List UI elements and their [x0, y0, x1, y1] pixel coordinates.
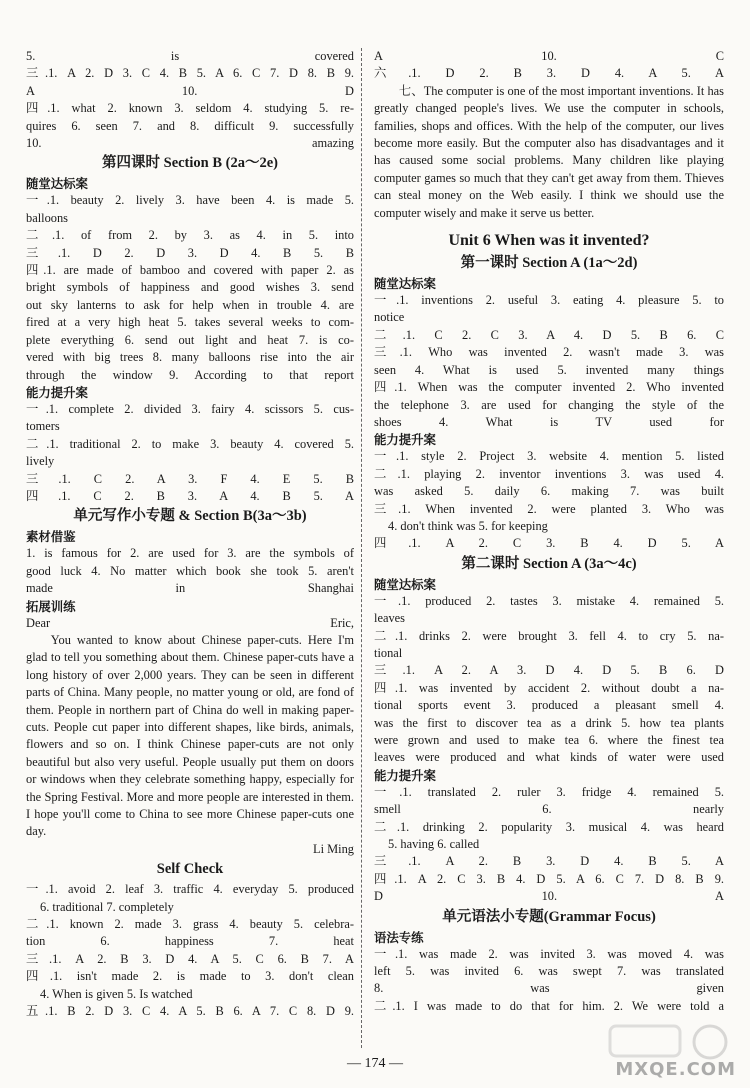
answer-line: the telephone 3. are used for changing the style of the	[374, 397, 724, 412]
answer-line: made in Shanghai	[26, 581, 354, 596]
answer-line: 三.1. D 2. D 3. D 4. B 5. B	[26, 245, 354, 260]
answer-line: 一.1. translated 2. ruler 3. fridge 4. remained 5.	[374, 784, 724, 799]
subsection-label: 随堂达标案	[374, 276, 436, 292]
answer-line: 四.1. A 2. C 3. B 4. D 5. A	[374, 536, 724, 551]
answer-line: was the first to discover tea as a drink 5. how tea plants	[374, 715, 724, 730]
answer-line: A 10. D	[26, 83, 354, 98]
subsection-label: 语法专练	[374, 929, 424, 945]
answer-line: 二.1. I was made to do that for him. 2. We were told a	[374, 998, 724, 1013]
column-divider	[361, 48, 362, 1048]
answer-line: 一.1. was made 2. was invited 3. was moved 4. was	[374, 946, 724, 961]
subsection-label: 能力提升案	[374, 767, 436, 783]
answer-line: shoes 4. What is TV used for	[374, 414, 724, 429]
answer-line: were grown and used to make tea 6. where the finest tea	[374, 733, 724, 747]
answer-line: out sky lanterns to ask for help when in trouble 4. are	[26, 297, 354, 312]
answer-line: 三.1. A 2. B 3. D 4. A 5. C 6. B 7. A	[26, 951, 354, 966]
answer-line: 二.1. of from 2. by 3. as 4. in 5. into	[26, 228, 354, 243]
subsection-label: 能力提升案	[26, 384, 88, 400]
subsection-label: 素材借鉴	[26, 529, 76, 545]
answer-line: plete everything 6. send out light and heat 7. is co-	[26, 332, 354, 347]
answer-line: seen 4. What is used 5. invented many things	[374, 362, 724, 377]
answer-line: D 10. A	[374, 889, 724, 904]
answer-line: 二.1. known 2. made 3. grass 4. beauty 5. celebra-	[26, 917, 354, 932]
answer-line: 6. traditional 7. completely	[40, 899, 174, 914]
section-heading: 第一课时 Section A (1a～2d)	[460, 255, 638, 272]
answer-line: good luck 4. No matter which book she took 5. aren't	[26, 563, 354, 578]
unit-title: Unit 6 When was it invented?	[448, 232, 650, 250]
section-heading: 第四课时 Section B (2a～2e)	[102, 155, 278, 172]
answer-line: notice	[374, 310, 405, 325]
answer-line: 三.1. When invented 2. were planted 3. Who was	[374, 501, 724, 516]
answer-line: 四.1. what 2. known 3. seldom 4. studying 5. re-	[26, 101, 354, 116]
answer-line: 三.1. C 2. A 3. F 4. E 5. B	[26, 471, 354, 486]
answer-line: 10. amazing	[26, 136, 354, 151]
answer-line: A 10. C	[374, 49, 724, 63]
answer-line: 一.1. avoid 2. leaf 3. traffic 4. everyday 5. produced	[26, 882, 354, 897]
letter-signature: Li Ming	[313, 841, 354, 856]
answer-line: 一.1. style 2. Project 3. website 4. mention 5. listed	[374, 449, 724, 464]
answer-line: quires 6. seen 7. and 8. difficult 9. successfully	[26, 118, 354, 133]
answer-line: 二.1. traditional 2. to make 3. beauty 4. covered 5.	[26, 436, 354, 451]
section-heading: 第二课时 Section A (3a～4c)	[461, 555, 637, 572]
answer-line: tion 6. happiness 7. heat	[26, 934, 354, 949]
answer-line: vered with big trees 8. many balloons rise into the air	[26, 350, 354, 365]
left-column	[26, 48, 354, 1021]
subsection-label: 能力提升案	[374, 432, 436, 448]
answer-line: 二.1. C 2. C 3. A 4. D 5. B 6. C	[374, 327, 724, 342]
answer-line: 三.1. Who was invented 2. wasn't made 3. was	[374, 345, 724, 360]
answer-line: lively	[26, 454, 55, 469]
answer-line: 一.1. produced 2. tastes 3. mistake 4. remained 5.	[374, 593, 724, 608]
answer-line: tomers	[26, 419, 60, 434]
answer-line: 4. don't think was 5. for keeping	[388, 518, 548, 533]
answer-line: 二.1. playing 2. inventor inventions 3. was used 4.	[374, 466, 724, 481]
answer-line: 三.1. A 2. D 3. C 4. B 5. A 6. C 7. D 8. B 9.	[26, 66, 354, 81]
answer-line: 一.1. inventions 2. useful 3. eating 4. pleasure 5. to	[374, 293, 724, 308]
answer-line: 三.1. A 2. B 3. D 4. B 5. A	[374, 854, 724, 869]
answer-line: tional sports event 3. produced a pleasant smell 4.	[374, 698, 724, 713]
answer-line: left 5. was invited 6. was swept 7. was translated	[374, 964, 724, 979]
watermark-text: MXQE.COM	[615, 1059, 736, 1080]
answer-line: 1. is famous for 2. are used for 3. are the symbols of	[26, 546, 354, 561]
section-heading: Self Check	[156, 861, 224, 878]
answer-line: 六.1. D 2. B 3. D 4. A 5. A	[374, 66, 724, 81]
answer-line: 4. When is given 5. Is watched	[40, 986, 193, 1001]
answer-line: 一.1. beauty 2. lively 3. have been 4. is made 5.	[26, 193, 354, 208]
answer-line: 一.1. complete 2. divided 3. fairy 4. scissors 5. cus-	[26, 401, 354, 416]
subsection-label: 随堂达标案	[26, 176, 88, 192]
section-heading: 单元语法小专题(Grammar Focus)	[442, 908, 656, 925]
answer-line: 四.1. C 2. B 3. A 4. B 5. A	[26, 488, 354, 503]
answer-line: 5. is covered	[26, 49, 354, 63]
answer-line: bright symbols of happiness and good wishes 3. send	[26, 280, 354, 295]
subsection-label: 随堂达标案	[374, 576, 436, 592]
answer-line: 四.1. was invented by accident 2. without doubt a na-	[374, 680, 724, 695]
answer-line: tional	[374, 645, 403, 660]
answer-line: through the window 9. According to that report	[26, 367, 354, 382]
essay-paragraph: 七、The computer is one of the most important inventions. It has greatly changed people's lives. We use the computer in schools, families, shops and offices. With the help of the computer, our lives become more easily. But the computer also has disadvantages and it has caused some social problems. Many children like playing computer games so much that they can't get away from them. Thieves can steal money on the Web easily. I think we should use the computer wisely and make it serve us better.	[374, 83, 724, 220]
answer-line: leaves were produced and what kinds of water were used	[374, 750, 724, 765]
right-column	[374, 48, 724, 1015]
essay-paragraph: You wanted to know about Chinese paper-cuts. Here I'm glad to tell you something about them. Chinese paper-cuts have a long history of over 2,000 years. They can be seen in different parts of China. Many people, no matter young or old, are fond of them. People in northern part of China do well in making paper-cuts. People cut paper into different shapes, like birds, animals, flowers and so on. I think Chinese paper-cuts are not only beautiful but also very useful. People usually put them on doors or windows when they celebrate something happy, especially for the Spring Festival. More and more people are interested in them. I hope you'll come to China to see more Chinese paper-cuts one day.	[26, 632, 354, 839]
answer-line: fired at a very high heat 5. takes several weeks to com-	[26, 315, 354, 330]
subsection-label: 拓展训练	[26, 598, 76, 614]
answer-line: 三.1. A 2. A 3. D 4. D 5. B 6. D	[374, 663, 724, 678]
answer-line: 四.1. A 2. C 3. B 4. D 5. A 6. C 7. D 8. B 9.	[374, 871, 724, 886]
page-number: — 174 —	[347, 1056, 403, 1071]
answer-line: 四.1. When was the computer invented 2. Who invented	[374, 380, 724, 395]
answer-line: 8. was given	[374, 981, 724, 996]
answer-line: was asked 5. daily 6. making 7. was built	[374, 484, 724, 499]
answer-line: smell 6. nearly	[374, 802, 724, 817]
answer-line: 五.1. B 2. D 3. C 4. A 5. B 6. A 7. C 8. D 9.	[26, 1004, 354, 1019]
answer-line: balloons	[26, 210, 68, 225]
answer-line: 二.1. drinks 2. were brought 3. fell 4. to cry 5. na-	[374, 628, 724, 643]
answer-line: 5. having 6. called	[388, 837, 480, 852]
answer-line: leaves	[374, 611, 405, 626]
answer-line: 四.1. isn't made 2. is made to 3. don't clean	[26, 969, 354, 984]
answer-line: 二.1. drinking 2. popularity 3. musical 4. was heard	[374, 819, 724, 834]
answer-line: Dear Eric,	[26, 615, 354, 630]
section-heading: 单元写作小专题 & Section B(3a～3b)	[73, 508, 307, 525]
answer-line: 四.1. are made of bamboo and covered with paper 2. as	[26, 263, 354, 278]
